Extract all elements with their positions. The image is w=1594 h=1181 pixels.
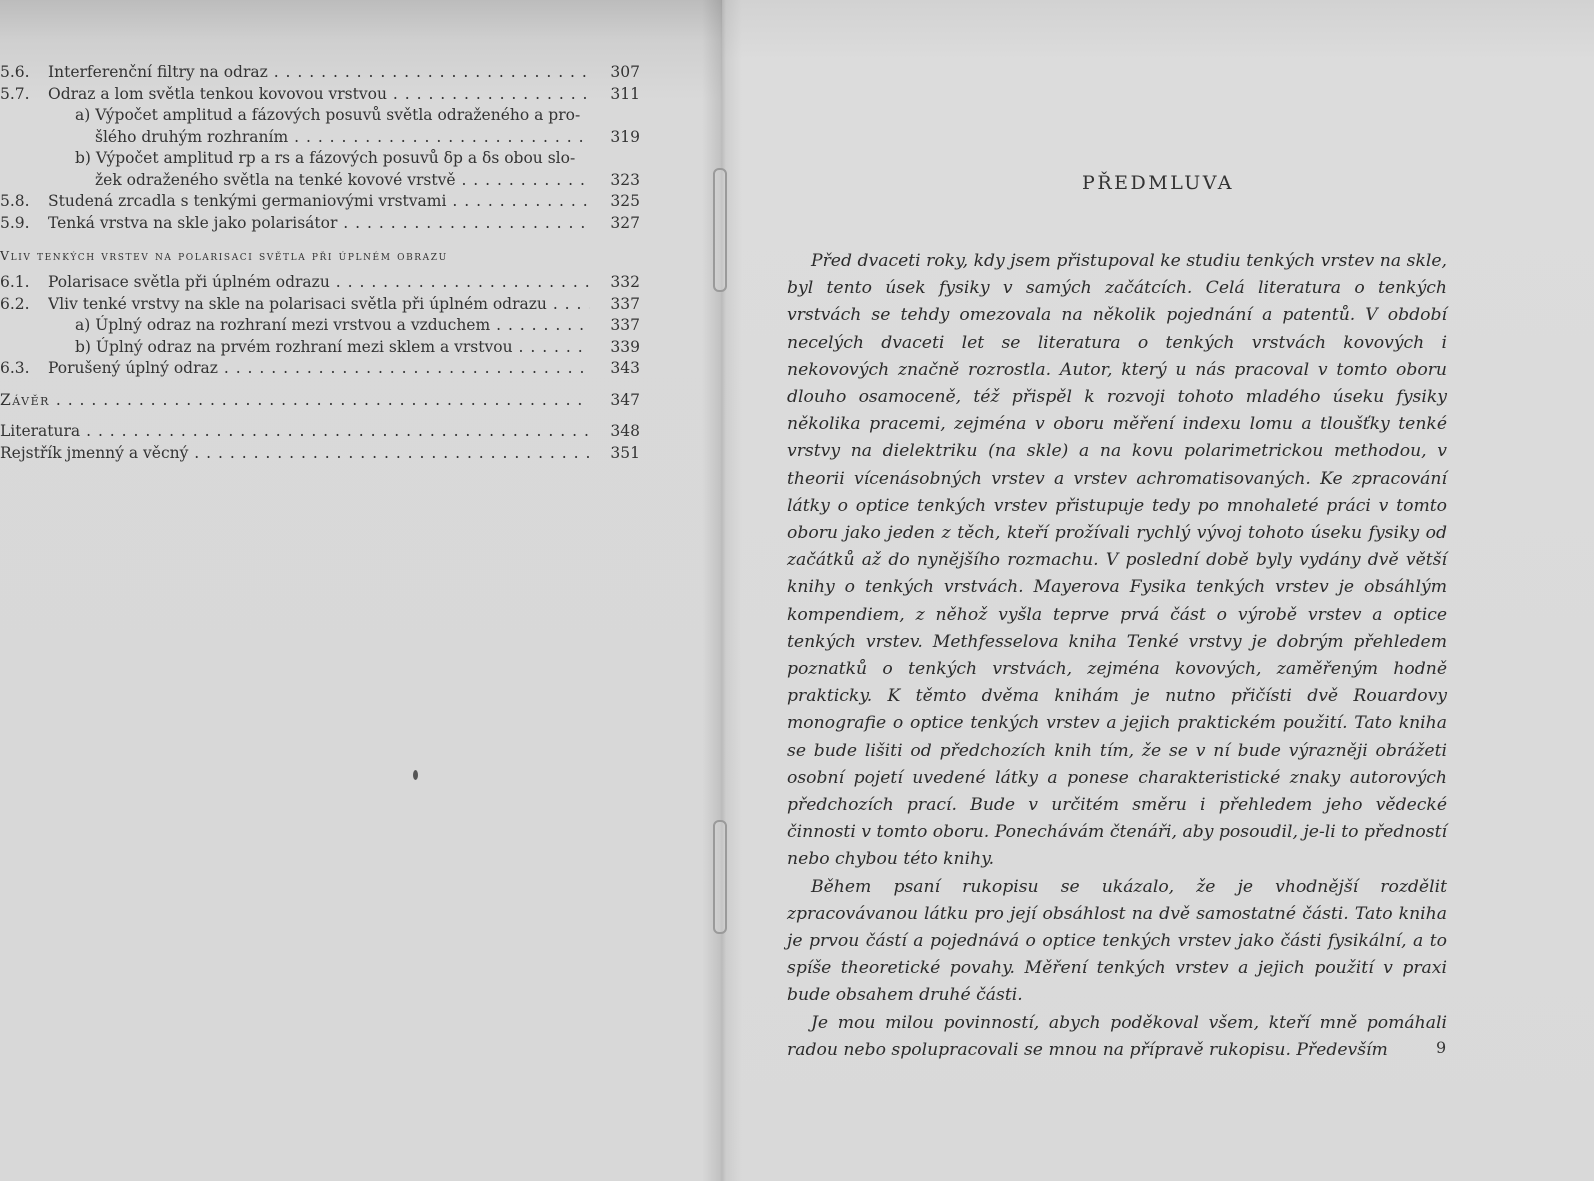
toc-entry-title: Polarisace světla při úplném odrazu . . . [48,272,590,294]
preface-paragraph: Během psaní rukopisu se ukázalo, že je vhodnější rozdělit zpracovávanou látku pro její obsáhlost na dvě samostatné části. Tato kniha je prvou částí a pojednává o optice tenkých vrstev jako části fysikální, a to spíše theoretické povahy. Měření tenkých vrstev a jejich použití v praxi bude obsahem druhé části. [787,876,1447,1006]
toc-entry-number: 5.9. [0,213,30,232]
page-number: 9 [1436,1038,1447,1057]
preface-paragraph: Před dvaceti roky, kdy jsem přistupoval ke studiu tenkých vrstev na skle, byl tento úsek fysiky v samých začátcích. Celá literatura o tenkých vrstvách se tehdy omezovala na několik pojednání a patentů. V období necelých dvaceti let se literatura o tenkých vrstvách kovových i nekovových značně rozrostla. Autor, který u nás pracoval v tomto oboru dlouho osamoceně, též přispěl k rozvoji tohoto mladého úseku fysiky několika pracemi, zejména v oboru měření indexu lomu a tloušťky tenké vrstvy na dielektriku (na skle) a na kovu polarimetrickou methodou, v theorii vícenásobných vrstev a vrstev achromatisovaných. Ke zpracování látky o optice tenkých vrstev přistupuje tedy po mnohaleté práci v tomto oboru jako jeden z těch, kteří prožívali rychlý vývoj tohoto úseku fysiky od začátků až do nynějšího rozmachu. V poslední době byly vydány dvě větší knihy o tenkých vrstvách. Mayerova Fysika tenkých vrstev je obsáhlým kompendiem, z něhož vyšla teprve prvá část o výrobě vrstev a optice tenkých vrstev. Methfesselova kniha Tenké vrstvy je dobrým přehledem poznatků o tenkých vrstvách, zejména kovových, zaměřeným hodně prakticky. K těmto dvěma knihám je nutno přičísti dvě Rouardovy monografie o optice tenkých vrstev a jejich praktickém použití. Tato kniha se bude lišiti od předchozích knih tím, že se v ní bude výrazněji obrážeti osobní pojetí uvedené látky a ponese charakteristické znaky autorových předchozích prací. Bude v určitém směru i přehledem jeho vědecké činnosti v tomto oboru. Ponechávám čtenáři, aby posoudil, je-li to předností nebo chybou této knihy. [787,251,1447,870]
toc-entry-title: žek odraženého světla na tenké kovové vrstvě . . . [95,170,590,192]
toc-entry-page: 307 [610,63,640,81]
toc-entry [0,127,640,149]
toc-entry-title: šlého druhým rozhraním . . . [95,127,590,149]
toc-entry [0,148,640,170]
toc-entry [0,84,640,106]
toc-chapter-heading: Vliv tenkých vrstev na polarisaci světla při úplném obrazu [0,248,448,263]
toc-entry-title: a) Úplný odraz na rozhraní mezi vrstvou a vzduchem . . . [75,315,590,337]
toc-entry [0,170,640,192]
toc-entry-page: 325 [610,192,640,210]
toc-entry [0,337,640,359]
toc-entry-title: Porušený úplný odraz . . . [48,358,590,380]
toc-spacer [0,380,640,390]
toc-entry-page: 327 [610,213,640,232]
toc-entry-number: 6.1. [0,273,30,291]
toc-entry-page: 337 [610,294,640,313]
toc-entry-page: 348 [610,422,640,440]
toc-entry [0,105,640,127]
right-page [722,0,1594,1181]
toc-entry [0,213,640,235]
toc-entry-number: 5.7. [0,84,30,103]
ink-speck [413,770,418,780]
toc-entry-literatura [0,421,640,443]
toc-entry-title: Rejstřík jmenný a věcný . . . [0,443,590,465]
page-title: PŘEDMLUVA [1082,172,1234,194]
toc-entry-title: Tenká vrstva na skle jako polarisátor . . . [48,213,590,235]
toc-entry-page: 332 [610,273,640,291]
toc-entry-rejstrik [0,443,640,465]
toc-spacer [0,411,640,421]
toc-entry-title: Interferenční filtry na odraz . . . [48,62,590,84]
table-of-contents [0,62,640,464]
toc-entry [0,191,640,213]
binding-staple [713,820,727,934]
toc-entry-page: 347 [610,390,640,409]
binding-staple [713,168,727,292]
toc-entry-number: 6.3. [0,359,30,377]
toc-entry [0,272,640,294]
toc-entry [0,358,640,380]
toc-entry-zaver [0,390,640,412]
toc-entry [0,294,640,316]
left-page [0,0,722,1181]
preface-body [787,248,1447,1064]
toc-entry-page: 319 [610,127,640,146]
toc-entry-title: Studená zrcadla s tenkými germaniovými vrstvami . . . [48,191,590,213]
toc-entry-page: 323 [610,170,640,189]
toc-entry-title: Odraz a lom světla tenkou kovovou vrstvou . . . [48,84,590,106]
toc-entry-page: 339 [610,337,640,356]
toc-entry-page: 337 [610,316,640,334]
toc-entry-page: 311 [610,84,640,103]
toc-entry [0,315,640,337]
toc-entry [0,62,640,84]
toc-entry-title: b) Úplný odraz na prvém rozhraní mezi sklem a vrstvou . . . [75,337,590,359]
toc-entry-title: a) Výpočet amplitud a fázových posuvů světla odraženého a pro- [75,106,581,124]
toc-entry-page: 343 [610,359,640,377]
toc-entry-number: 6.2. [0,294,30,313]
toc-entry-title: Literatura . . . [0,421,590,443]
toc-entry-number: 5.6. [0,63,30,81]
toc-entry-title: Vliv tenké vrstvy na skle na polarisaci světla při úplném odrazu . . . [48,294,590,316]
toc-entry-title [0,390,590,412]
toc-entry-title-text: Závěr [0,390,50,409]
toc-entry-number: 5.8. [0,192,30,210]
toc-entry-title: b) Výpočet amplitud rp a rs a fázových posuvů δp a δs obou slo- [75,149,576,167]
toc-entry-page: 351 [610,443,640,462]
preface-paragraph: Je mou milou povinností, abych poděkoval všem, kteří mně pomáhali radou nebo spolupracovali se mnou na přípravě rukopisu. Především [787,1012,1447,1060]
